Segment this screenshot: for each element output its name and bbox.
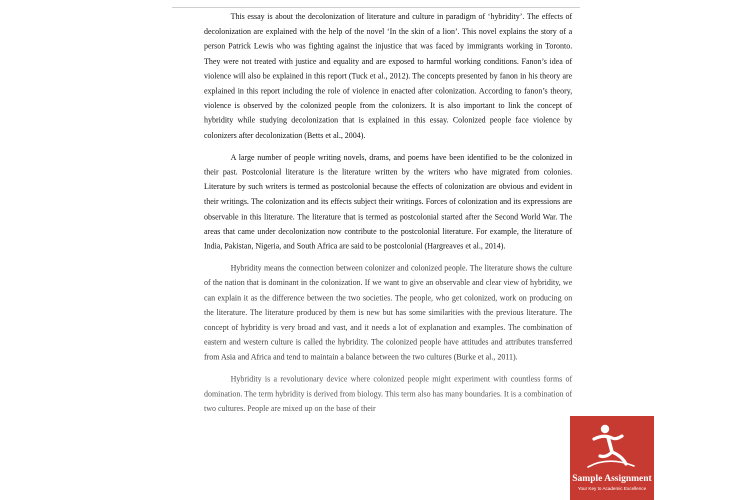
paragraph-2: A large number of people writing novels, drams, and poems have been identified to be the colonized in their past. Postcolonial literature is the literature written by the writers who have migrated from colonies. Literature by such writers is termed as postcolonial because the effects of colonization are obvious and evident in their writings. The colonization and its effects subject their writings. Forces of colonization and its expressions are observable in this literature. The literature that is termed as postcolonial started after the Second World War. The areas that came under decolonization now contribute to the postcolonial literature. For example, the literature of India, Pakistan, Nigeria, and South Africa are said to be postcolonial (Hargreaves et al., 2014). [204,153,573,251]
paragraph-4: Hybridity is a revolutionary device where colonized people might experiment with countless forms of domination. The term hybridity is derived from biology. This term also has many boundaries. It is a combination of two cultures. People are mixed up on the base of their [204,375,573,414]
logo-name: Sample Assignment [572,474,652,484]
document-page [172,0,580,500]
page-top-divider [172,7,580,8]
running-figure-icon [586,422,638,474]
sample-assignment-logo[interactable] [570,416,654,500]
paragraph-3: Hybridity means the connection between colonizer and colonized people. The literature shows the culture of the nation that is dominant in the colonization. If we want to give an observable and clear view of hybridity, we can explain it as the difference between the two societies. The people, who get colonized, work on producing on the literature. The literature produced by them is new but has some similarities with the previous literature. The concept of hybridity is very broad and vast, and it needs a lot of explanation and examples. The combination of eastern and western culture is called the hybridity. The colonized people have attitudes and attributes transferred from Asia and Africa and tend to maintain a balance between the two cultures (Burke et al., 2011). [204,264,573,362]
document-body [204,10,572,424]
paragraph-1: This essay is about the decolonization of literature and culture in paradigm of ‘hybridity’. The effects of decolonization are explained with the help of the novel ‘In the skin of a lion’. This novel explains the story of a person Patrick Lewis who was fighting against the injustice that was faced by immigrants working in Toronto. They were not treated with justice and equality and are exposed to harmful working conditions. Fanon’s idea of violence will also be explained in this report (Tuck et al., 2012). The concepts presented by fanon in his theory are explained in this report including the role of violence in enacted after colonization. According to fanon’s theory, violence is observed by the colonized people from the colonizers. It is also important to link the concept of hybridity while studying decolonization that is explained in this essay. Colonized people face violence by colonizers after decolonization (Betts et al., 2004). [204,12,573,140]
logo-tagline: Your Key to Academic Excellence [577,486,647,491]
